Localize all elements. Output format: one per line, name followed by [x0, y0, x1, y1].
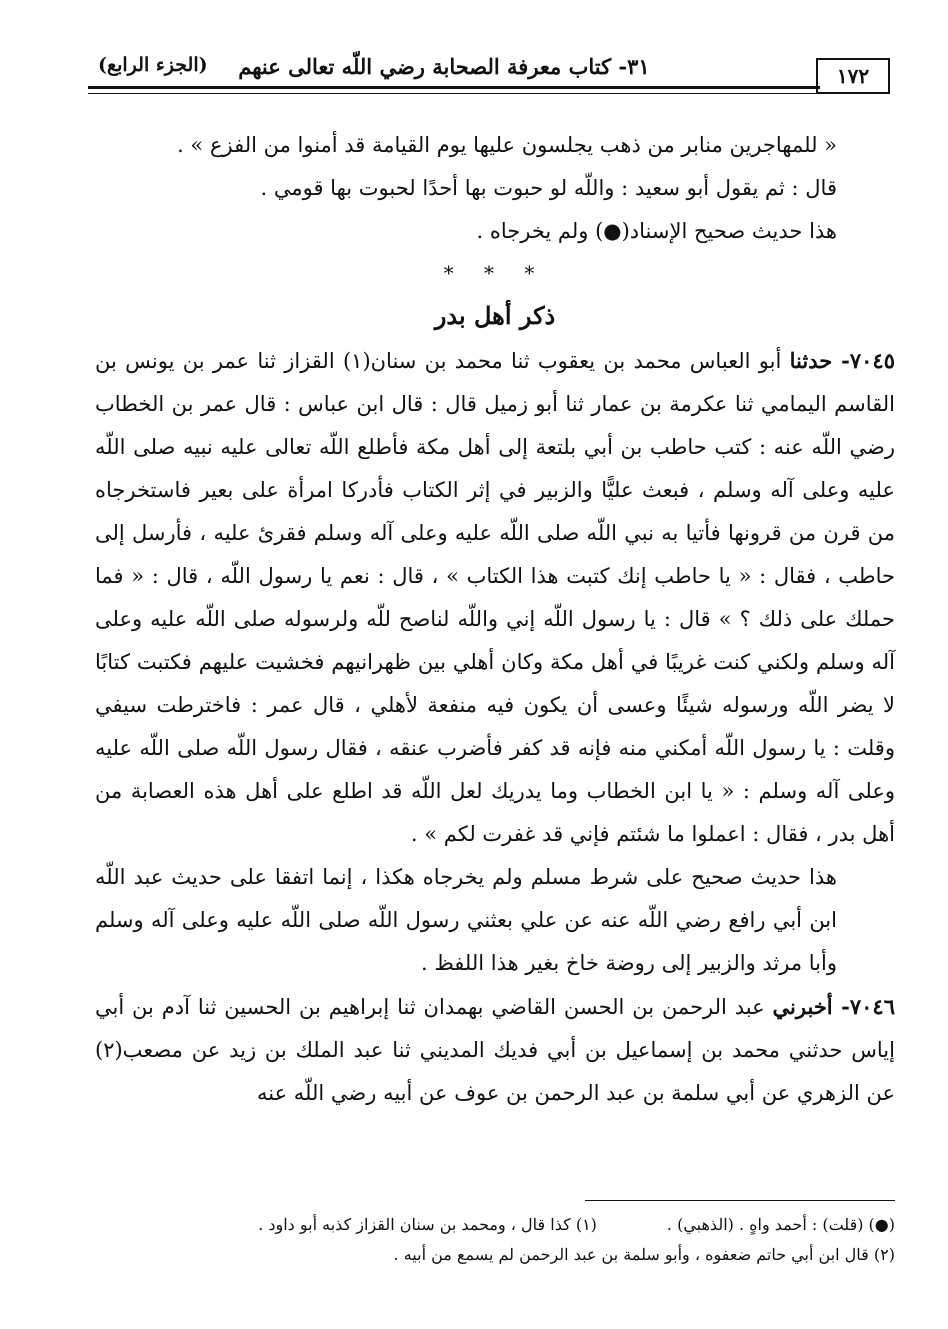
hadith-number: ٧٠٤٥- حدثنا: [789, 348, 895, 373]
header-rule-thin: [88, 93, 820, 94]
main-text: [95, 124, 895, 1115]
header-rule-thick: [88, 86, 820, 89]
section-separator: * * *: [443, 261, 547, 285]
hadith-7046: [95, 985, 895, 1115]
footnote-dot: (●) (قلت) : أحمد واهٍ . (الذهبي) .: [666, 1215, 895, 1234]
section-title: ذكر أهل بدر: [434, 301, 556, 330]
paragraph: « للمهاجرين منابر من ذهب يجلسون عليها يوم القيامة قد أمنوا من الفزع » .: [177, 133, 837, 157]
paragraph: هذا حديث صحيح الإسناد(●) ولم يخرجاه .: [476, 219, 837, 243]
page-number: ١٧٢: [816, 58, 890, 94]
footnotes: [95, 1210, 895, 1270]
hadith-number: ٧٠٤٦- أخبرني: [772, 994, 895, 1019]
volume-label: (الجزء الرابع): [98, 54, 208, 76]
paragraph: قال : ثم يقول أبو سعيد : واللّه لو حبوت بها أحدًا لحبوت بها قومي .: [260, 176, 837, 200]
footnote-rule: [585, 1200, 895, 1201]
hadith-7045: [95, 339, 895, 856]
commentary-paragraph: هذا حديث صحيح على شرط مسلم ولم يخرجاه هكذا ، إنما اتفقا على حديث عبد اللّه ابن أبي رافع رضي اللّه عنه عن علي بعثني رسول اللّه صلى اللّه عليه وعلى آله وسلم وأبا مرثد والزبير إلى روضة خاخ بغير هذا اللفظ .: [95, 865, 837, 975]
footnote-2: (٢) قال ابن أبي حاتم ضعفوه ، وأبو سلمة بن عبد الرحمن لم يسمع من أبيه .: [393, 1245, 895, 1264]
chapter-title: ٣١- كتاب معرفة الصحابة رضي اللّه تعالى عنهم: [238, 54, 650, 79]
footnote-1: (١) كذا قال ، ومحمد بن سنان القزاز كذبه أبو داود .: [258, 1215, 597, 1234]
hadith-text: عبد الرحمن بن الحسن القاضي بهمدان ثنا إبراهيم بن الحسين ثنا آدم بن أبي إياس حدثني محمد بن إسماعيل بن أبي فديك المديني ثنا عبد الملك بن زيد عن مصعب(٢) عن الزهري عن أبي سلمة بن عبد الرحمن بن عوف عن أبيه رضي اللّه عنه: [95, 995, 895, 1105]
page-header: [88, 48, 890, 100]
hadith-text: أبو العباس محمد بن يعقوب ثنا محمد بن سنان(١) القزاز ثنا عمر بن يونس بن القاسم اليمامي ثنا عكرمة بن عمار ثنا أبو زميل قال : قال ابن عباس : قال عمر بن الخطاب رضي اللّه عنه : كتب حاطب بن أبي بلتعة إلى أهل مكة فأطلع اللّه تعالى عليه نبيه صلى اللّه عليه وعلى آله وسلم ، فبعث عليًّا والزبير في إثر الكتاب فأدركا امرأة على بعير فاستخرجاه من قرن من قرونها فأتيا به نبي اللّه صلى اللّه عليه وعلى آله وسلم فقرئ عليه ، فأرسل إلى حاطب ، فقال : « يا حاطب إنك كتبت هذا الكتاب » ، قال : نعم يا رسول اللّه ، قال : « فما حملك على ذلك ؟ » قال : يا رسول اللّه إني واللّه لناصح للّه ولرسوله صلى اللّه عليه وعلى آله وسلم ولكني كنت غريبًا في أهل مكة وكان أهلي بين ظهرانيهم فخشيت عليهم فكتبت كتابًا لا يضر اللّه ورسوله شيئًا وعسى أن يكون فيه منفعة لأهلي ، قال عمر : فاخترطت سيفي وقلت : يا رسول اللّه أمكني منه فإنه قد كفر فأضرب عنقه ، فقال رسول اللّه صلى اللّه عليه وعلى آله وسلم : « يا ابن الخطاب وما يدريك لعل اللّه قد اطلع على أهل هذه العصابة من أهل بدر ، فقال : اعملوا ما شئتم فإني قد غفرت لكم » .: [95, 349, 895, 846]
footnote-row: [95, 1210, 895, 1240]
